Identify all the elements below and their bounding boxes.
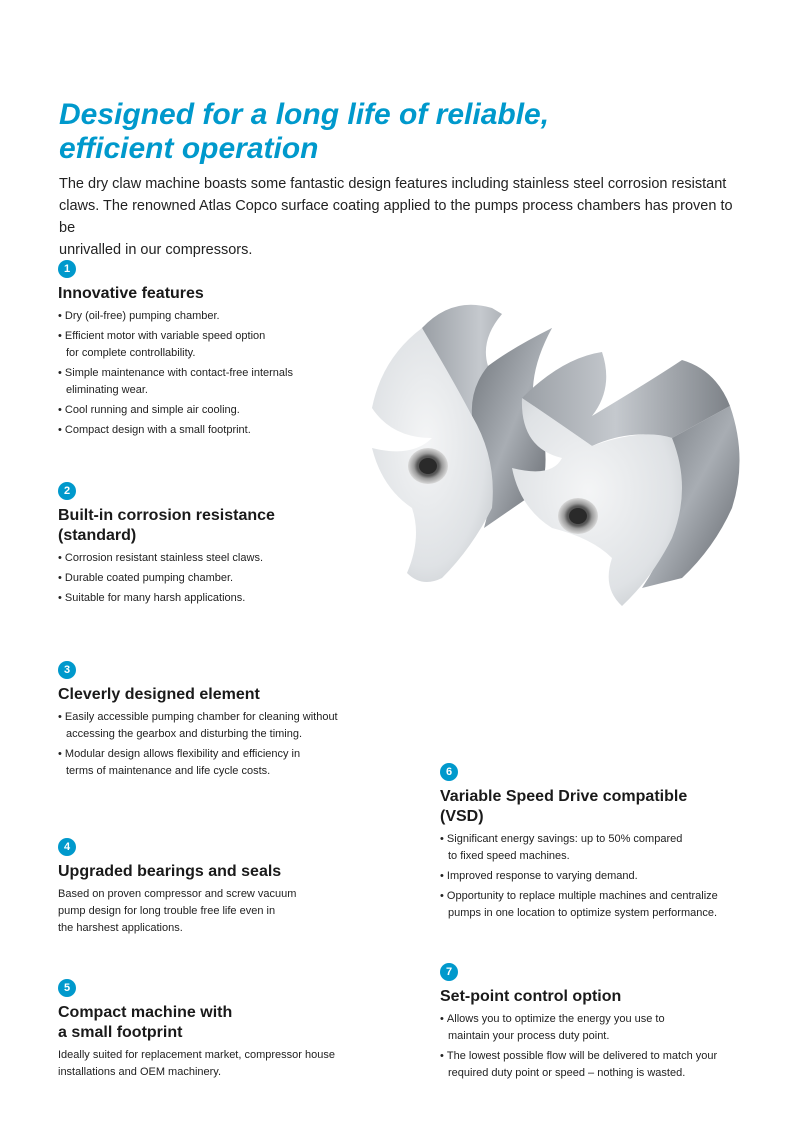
feature-title-line: Innovative features xyxy=(58,285,204,302)
feature-description: Ideally suited for replacement market, compressor house installations and OEM machinery. xyxy=(58,1049,335,1078)
feature-title-line: Set-point control option xyxy=(440,988,622,1005)
page-title xyxy=(59,98,759,166)
feature-title xyxy=(440,987,760,1007)
bullet-item: • Durable coated pumping chamber. xyxy=(58,570,358,587)
bullet-item: • Improved response to varying demand. xyxy=(440,868,760,885)
feature-title xyxy=(58,506,358,546)
bullet-item: • The lowest possible flow will be delivered to match your required duty point or speed – nothing is wasted. xyxy=(440,1048,760,1082)
feature-bullet-list xyxy=(440,1011,760,1082)
feature-compact-machine xyxy=(58,979,378,1081)
feature-title xyxy=(58,685,368,705)
title-line: efficient operation xyxy=(59,132,319,165)
feature-number-badge: 3 xyxy=(58,661,76,679)
bullet-item: • Corrosion resistant stainless steel claws. xyxy=(58,550,358,567)
feature-set-point xyxy=(440,963,760,1085)
intro-line: The dry claw machine boasts some fantastic design features including stainless steel corrosion resistant xyxy=(59,176,727,192)
bullet-item: • Significant energy savings: up to 50% compared to fixed speed machines. xyxy=(440,831,760,865)
intro-line: unrivalled in our compressors. xyxy=(59,242,253,258)
feature-title-line: Variable Speed Drive compatible xyxy=(440,788,688,805)
feature-title-line: Compact machine with xyxy=(58,1004,233,1021)
bullet-item: • Cool running and simple air cooling. xyxy=(58,402,358,419)
bullet-item: • Easily accessible pumping chamber for cleaning without accessing the gearbox and disturbing the timing. xyxy=(58,709,368,743)
bullet-item: • Opportunity to replace multiple machines and centralize pumps in one location to optimize system performance. xyxy=(440,888,760,922)
feature-title-line: (VSD) xyxy=(440,808,484,825)
bullet-item: • Dry (oil-free) pumping chamber. xyxy=(58,308,358,325)
feature-vsd xyxy=(440,763,760,925)
feature-title xyxy=(58,862,358,882)
bullet-item: • Compact design with a small footprint. xyxy=(58,422,358,439)
feature-title-line: a small footprint xyxy=(58,1024,183,1041)
feature-bullet-list xyxy=(58,550,358,607)
feature-innovative xyxy=(58,260,358,442)
feature-title xyxy=(440,787,760,827)
intro-paragraph xyxy=(59,173,749,261)
intro-line: claws. The renowned Atlas Copco surface coating applied to the pumps process chambers has proven to be xyxy=(59,198,733,236)
bullet-item: • Modular design allows flexibility and efficiency in terms of maintenance and life cycle costs. xyxy=(58,746,368,780)
bullet-item: • Suitable for many harsh applications. xyxy=(58,590,358,607)
feature-title-line: Upgraded bearings and seals xyxy=(58,863,282,880)
claw-rotors-image xyxy=(352,288,772,628)
feature-number-badge: 2 xyxy=(58,482,76,500)
bullet-item: • Simple maintenance with contact-free internals eliminating wear. xyxy=(58,365,358,399)
feature-number-badge: 1 xyxy=(58,260,76,278)
feature-title-line: Built-in corrosion resistance xyxy=(58,507,275,524)
left-claw-rotor xyxy=(372,305,552,582)
feature-bullet-list xyxy=(440,831,760,922)
feature-number-badge: 7 xyxy=(440,963,458,981)
title-line: Designed for a long life of reliable, xyxy=(59,98,550,131)
feature-corrosion-resistance xyxy=(58,482,358,610)
right-claw-rotor xyxy=(512,352,740,606)
bullet-item: • Allows you to optimize the energy you use to maintain your process duty point. xyxy=(440,1011,760,1045)
feature-number-badge: 4 xyxy=(58,838,76,856)
bullet-item: • Efficient motor with variable speed option for complete controllability. xyxy=(58,328,358,362)
feature-bullet-list xyxy=(58,308,358,439)
feature-title-line: Cleverly designed element xyxy=(58,686,260,703)
feature-number-badge: 6 xyxy=(440,763,458,781)
feature-title xyxy=(58,284,358,304)
feature-element-design xyxy=(58,661,368,783)
feature-bearings-seals xyxy=(58,838,358,937)
feature-number-badge: 5 xyxy=(58,979,76,997)
feature-bullet-list xyxy=(58,709,368,780)
feature-title xyxy=(58,1003,378,1043)
feature-title-line: (standard) xyxy=(58,527,137,544)
feature-description: Based on proven compressor and screw vacuum pump design for long trouble free life even in the harshest applications. xyxy=(58,888,297,934)
